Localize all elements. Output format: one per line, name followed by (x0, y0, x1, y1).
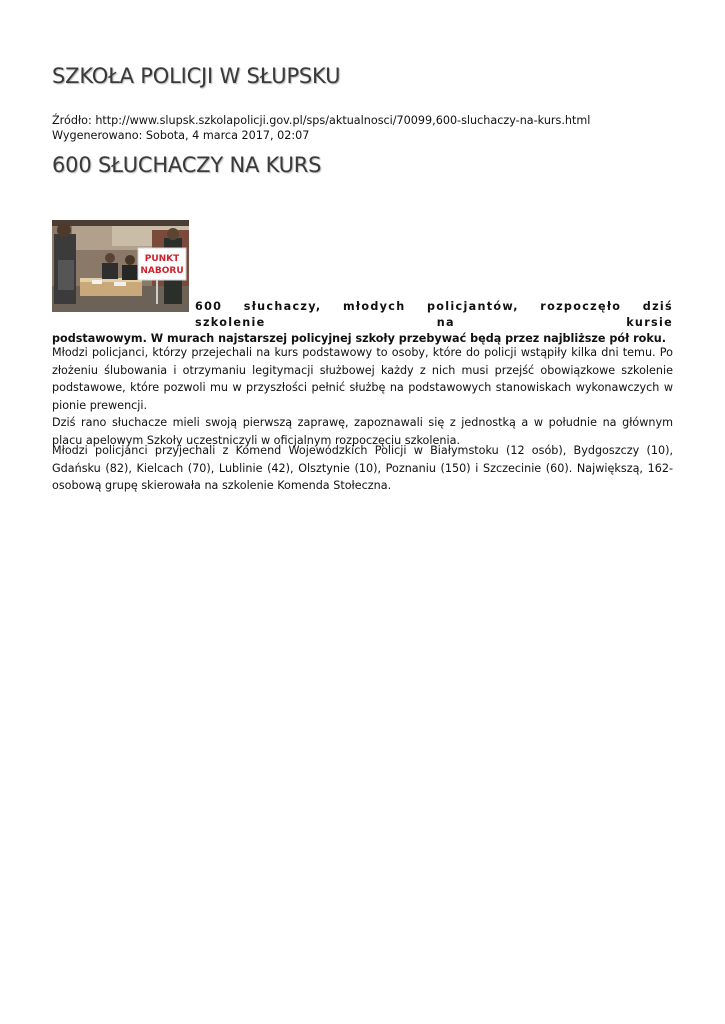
site-title: SZKOŁA POLICJI W SŁUPSKU (52, 64, 341, 88)
document-meta (52, 113, 590, 143)
article-paragraph-2: Młodzi policjanci przyjechali z Komend Wojewódzkich Policji w Białymstoku (12 osób), Bydgoszczy (10), Gdańsku (82), Kielcach (70), Lublinie (42), Olsztynie (10), Poznaniu (150) i Szczecinie (60). Największą, 162-osobową grupę skierowała na szkolenie Komenda Stołeczna. (52, 444, 673, 493)
article-title: 600 SŁUCHACZY NA KURS (52, 153, 322, 177)
lead-first-line: 600 słuchaczy, młodych policjantów, rozpoczęło dziś szkolenie na kursie (195, 300, 673, 329)
sign-text-line1: PUNKT (144, 254, 180, 264)
source-line: Źródło: http://www.slupsk.szkolapolicji.gov.pl/sps/aktualnosci/70099,600-sluchaczy-na-kurs.html (52, 114, 591, 127)
sign-text-line2: NABORU (140, 266, 184, 276)
paragraph-1-text-b: Dziś rano słuchacze mieli swoją pierwszą zaprawę, zapoznawali się z jednostką a w południe na głównym placu apelowym Szkoły uczestniczyli w oficjalnym rozpoczęciu szkolenia. (52, 416, 673, 447)
lead-rest: podstawowym. W murach najstarszej policyjnej szkoły przebywać będą przez najbliższe pół roku. (52, 332, 666, 345)
paragraph-1-text-a: Młodzi policjanci, którzy przejechali na kurs podstawowy to osoby, które do policji wstąpiły kilka dni temu. Po złożeniu ślubowania i otrzymaniu legitymacji służbowej każdy z nich musi przejść obowiązkowe szkolenie podstawowe, które pozwoli mu w przyszłości pełnić służbę na podstawowych stanowiskach wykonawczych w pionie prewencji. (52, 346, 673, 412)
article-paragraph-1 (52, 344, 673, 450)
article-lead (52, 299, 673, 347)
generated-line: Wygenerowano: Sobota, 4 marca 2017, 02:07 (52, 129, 310, 142)
